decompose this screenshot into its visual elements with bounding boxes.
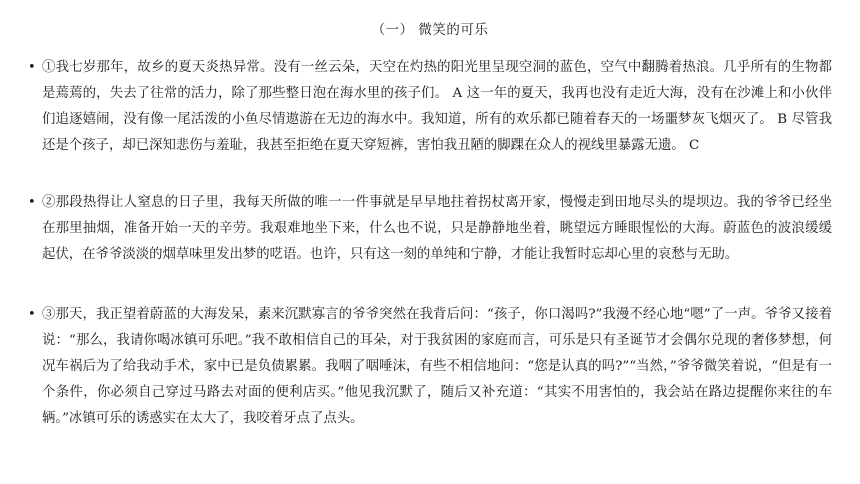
paragraph-1-text: ①我七岁那年，故乡的夏天炎热异常。没有一丝云朵，天空在灼热的阳光里呈现空洞的蓝色，空气中翻腾着热浪。几乎所有的生物都是蔫蔫的，失去了往常的活力，除了那些整日泡在海水里的孩子们。 A 这一年的夏天，我再也没有走近大海，没有在沙滩上和小伙伴们追逐嬉闹，没有像一尾活泼的小鱼尽情遨游在无边的海水中。我知道，所有的欢乐都已随着春天的一场噩梦灰飞烟灭了。 B 尽管我还是个孩子，却已深知悲伤与羞耻，我甚至拒绝在夏天穿短裤，害怕我丑陋的脚踝在众人的视线里暴露无遗。 C [42,60,832,153]
bullet-marker: • [28,60,36,75]
paragraph-3 [22,302,832,432]
document-title: （一） 微笑的可乐 [371,22,489,38]
paragraph-2 [22,190,832,268]
paragraph-3-text: ③那天，我正望着蔚蓝的大海发呆，素来沉默寡言的爷爷突然在我背后问：“孩子，你口渴吗?”我漫不经心地“嗯”了一声。爷爷又接着说：“那么，我请你喝冰镇可乐吧。”我不敢相信自己的耳朵，对于我贫困的家庭而言，可乐是只有圣诞节才会偶尔兑现的奢侈梦想，何况车祸后为了给我动手术，家中已是负债累累。我咽了咽唾沫，有些不相信地问：“您是认真的吗?”“当然，”爷爷微笑着说，“但是有一个条件，你必须自己穿过马路去对面的便利店买。”他见我沉默了，随后又补充道：“其实不用害怕的，我会站在路边提醒你来往的车辆。”冰镇可乐的诱惑实在太大了，我咬着牙点了点头。 [42,307,832,426]
bullet-marker: • [28,195,36,210]
bullet-marker: • [28,307,36,322]
paragraph-1 [22,55,832,159]
paragraph-2-text: ②那段热得让人窒息的日子里，我每天所做的唯一一件事就是早早地拄着拐杖离开家，慢慢走到田地尽头的堤坝边。我的爷爷已经坐在那里抽烟，准备开始一天的辛劳。我艰难地坐下来，什么也不说，只是静静地坐着，眺望远方睡眼惺忪的大海。蔚蓝色的波浪缓缓起伏，在爷爷淡淡的烟草味里发出梦的呓语。也许，只有这一刻的单纯和宁静，才能让我暂时忘却心里的哀愁与无助。 [42,195,832,262]
